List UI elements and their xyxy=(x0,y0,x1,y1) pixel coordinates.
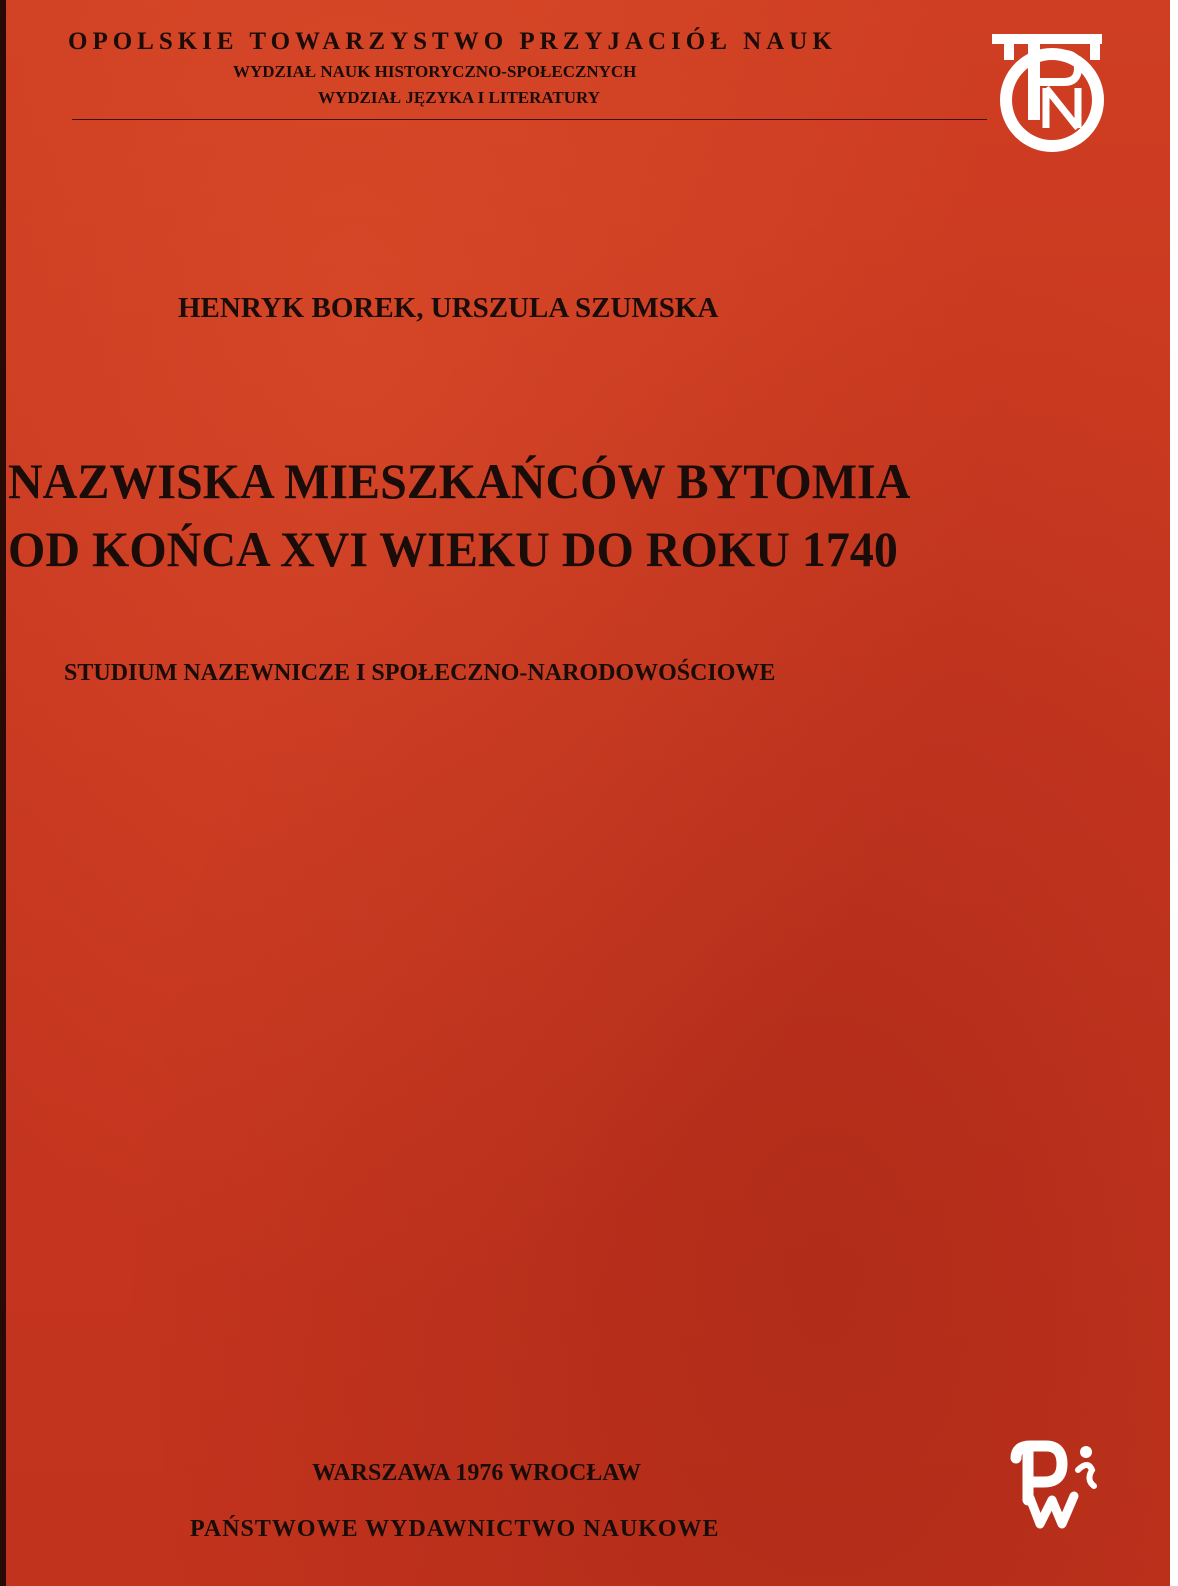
place-and-year: WARSZAWA 1976 WROCŁAW xyxy=(312,1460,641,1486)
authors: HENRYK BOREK, URSZULA SZUMSKA xyxy=(178,292,719,324)
book-title-line-2: OD KOŃCA XVI WIEKU DO ROKU 1740 xyxy=(8,521,898,577)
society-name: OPOLSKIE TOWARZYSTWO PRZYJACIÓŁ NAUK xyxy=(68,28,837,55)
division-history: WYDZIAŁ NAUK HISTORYCZNO-SPOŁECZNYCH xyxy=(233,62,637,81)
tpn-monogram-logo-icon xyxy=(982,26,1110,154)
pwn-publisher-logo-icon xyxy=(1002,1440,1102,1532)
book-title-line-1: NAZWISKA MIESZKAŃCÓW BYTOMIA xyxy=(8,453,911,509)
header-divider xyxy=(72,119,987,120)
publisher-name: PAŃSTWOWE WYDAWNICTWO NAUKOWE xyxy=(190,1516,720,1542)
cover-left-edge xyxy=(0,0,6,1586)
book-subtitle: STUDIUM NAZEWNICZE I SPOŁECZNO-NARODOWOŚCIOWE xyxy=(64,660,776,686)
scan-right-margin xyxy=(1170,0,1178,1586)
division-language: WYDZIAŁ JĘZYKA I LITERATURY xyxy=(318,88,601,107)
